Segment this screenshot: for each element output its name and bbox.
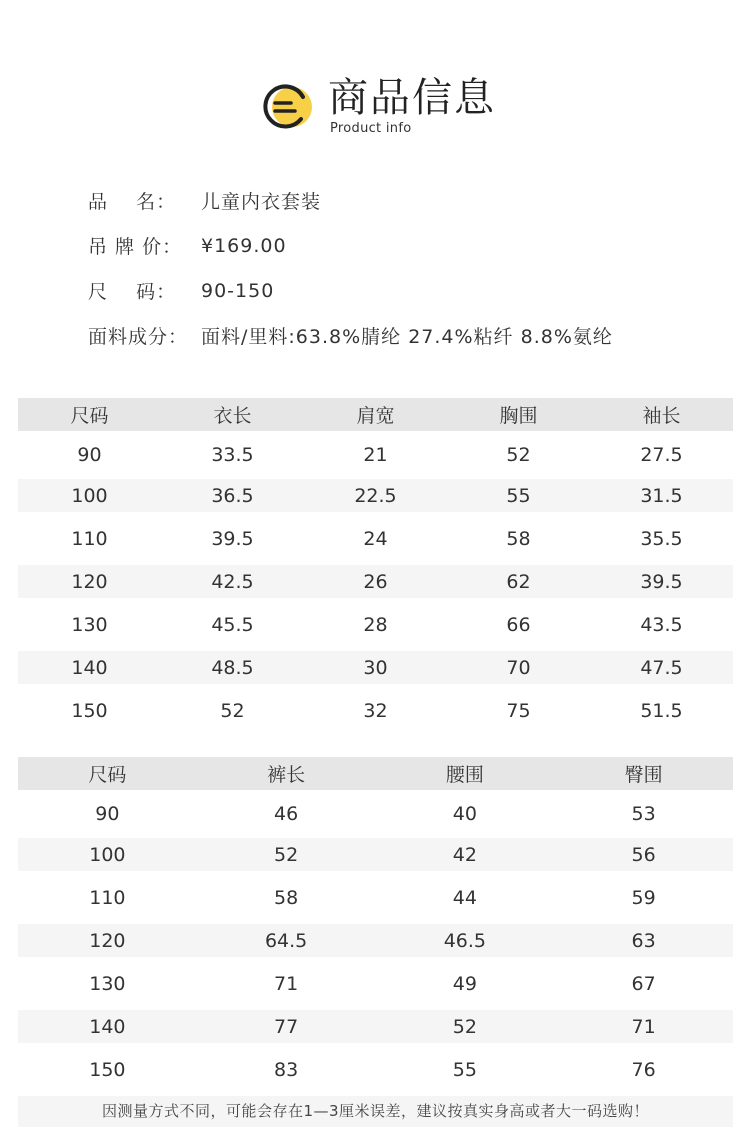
header-cell: 尺码 [70, 405, 109, 427]
table-cell: 44 [452, 886, 477, 909]
info-value: 90-150 [201, 279, 275, 302]
table-cell: 71 [631, 1015, 656, 1038]
info-value: 面料/里料:63.8%腈纶 27.4%粘纤 8.8%氨纶 [201, 326, 613, 348]
table-cell: 56 [631, 843, 656, 866]
table-cell: 120 [89, 929, 126, 952]
table-cell: 140 [89, 1015, 126, 1038]
table-cell: 100 [71, 484, 108, 507]
page-subtitle: Product info [330, 121, 412, 136]
header-cell: 胸围 [499, 405, 538, 427]
table-row [18, 565, 733, 598]
table-row [18, 684, 733, 737]
table-cell: 77 [274, 1015, 299, 1038]
info-row-name [88, 178, 728, 223]
table-row [18, 1043, 733, 1096]
header-cell: 臀围 [624, 764, 663, 786]
table-cell: 64.5 [264, 929, 308, 952]
table-cell: 46 [274, 803, 299, 825]
table-cell: 30 [363, 656, 388, 679]
table-cell: 71 [274, 972, 299, 995]
table-cell: 35.5 [640, 527, 683, 550]
table-row [18, 838, 733, 871]
info-label: 吊 牌 价： [88, 236, 183, 258]
table-cell: 90 [77, 444, 102, 466]
table-cell: 40 [452, 803, 477, 825]
table-row [18, 790, 733, 838]
table-cell: 130 [71, 613, 108, 636]
table-cell: 55 [506, 484, 531, 507]
table-cell: 53 [631, 803, 656, 825]
table-cell: 110 [71, 527, 108, 550]
table-cell: 59 [631, 886, 656, 909]
top-size-table [18, 398, 733, 737]
info-label: 品 名： [88, 191, 177, 213]
bottom-size-table [18, 757, 733, 1096]
table-row [18, 924, 733, 957]
table-row [18, 479, 733, 512]
table-cell: 70 [506, 656, 531, 679]
header-cell: 袖长 [642, 405, 681, 427]
table-cell: 21 [363, 444, 388, 466]
table-row [18, 651, 733, 684]
page-title: 商品信息 [328, 75, 496, 121]
info-row-price [88, 223, 728, 268]
table-cell: 42.5 [211, 570, 254, 593]
table-cell: 43.5 [640, 613, 683, 636]
header-cell: 衣长 [213, 405, 252, 427]
header-cell: 裤长 [267, 764, 306, 786]
table-cell: 150 [89, 1058, 126, 1081]
table-row [18, 431, 733, 479]
table-cell: 27.5 [640, 444, 683, 466]
table-cell: 52 [220, 699, 245, 722]
table-cell: 22.5 [354, 484, 397, 507]
table-row [18, 1010, 733, 1043]
header-cell: 尺码 [88, 764, 127, 786]
table-cell: 39.5 [640, 570, 683, 593]
table-cell: 36.5 [211, 484, 254, 507]
header-cell: 肩宽 [356, 405, 395, 427]
table-cell: 42 [452, 843, 477, 866]
table-cell: 90 [95, 803, 120, 825]
info-row-size [88, 268, 728, 313]
table-cell: 48.5 [211, 656, 254, 679]
table-cell: 66 [506, 613, 531, 636]
table-cell: 33.5 [211, 444, 254, 466]
table-header-row [18, 398, 733, 431]
table-cell: 47.5 [640, 656, 683, 679]
table-row [18, 512, 733, 565]
table-cell: 67 [631, 972, 656, 995]
table-cell: 28 [363, 613, 388, 636]
table-cell: 75 [506, 699, 531, 722]
table-cell: 49 [452, 972, 477, 995]
table-cell: 110 [89, 886, 126, 909]
table-cell: 55 [452, 1058, 477, 1081]
table-cell: 46.5 [443, 929, 487, 952]
info-value: ¥169.00 [201, 234, 287, 257]
table-cell: 52 [274, 843, 299, 866]
table-cell: 83 [274, 1058, 299, 1081]
table-row [18, 598, 733, 651]
table-cell: 26 [363, 570, 388, 593]
table-cell: 130 [89, 972, 126, 995]
product-info-list [88, 178, 728, 358]
table-header-row [18, 757, 733, 790]
header-cell: 腰围 [445, 764, 484, 786]
table-cell: 76 [631, 1058, 656, 1081]
product-info-header [0, 0, 750, 150]
table-cell: 100 [89, 843, 126, 866]
table-cell: 39.5 [211, 527, 254, 550]
table-cell: 150 [71, 699, 108, 722]
table-cell: 62 [506, 570, 531, 593]
table-cell: 140 [71, 656, 108, 679]
table-cell: 52 [452, 1015, 477, 1038]
table-row [18, 871, 733, 924]
table-cell: 45.5 [211, 613, 254, 636]
document-lines-icon [263, 83, 313, 131]
info-value: 儿童内衣套装 [201, 191, 322, 213]
table-cell: 32 [363, 699, 388, 722]
table-cell: 120 [71, 570, 108, 593]
info-label: 面料成分： [88, 326, 189, 348]
table-row [18, 957, 733, 1010]
table-cell: 58 [506, 527, 531, 550]
info-row-fabric [88, 313, 728, 358]
info-label: 尺 码： [88, 281, 177, 303]
table-cell: 31.5 [640, 484, 683, 507]
table-cell: 52 [506, 444, 531, 466]
table-cell: 24 [363, 527, 388, 550]
measurement-note: 因测量方式不同，可能会存在1—3厘米误差，建议按真实身高或者大一码选购！ [18, 1096, 733, 1127]
table-cell: 58 [274, 886, 299, 909]
table-cell: 63 [631, 929, 656, 952]
table-cell: 51.5 [640, 699, 683, 722]
